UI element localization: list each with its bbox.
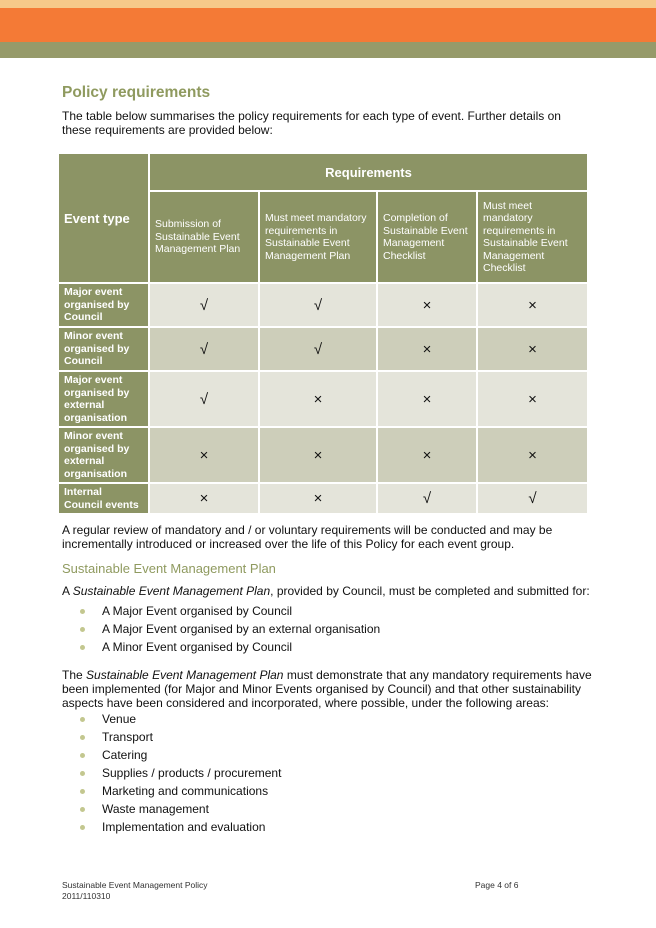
footer-doc-title: Sustainable Event Management Policy bbox=[62, 880, 208, 890]
requirements-table bbox=[57, 152, 589, 515]
bullet-dot-icon bbox=[80, 771, 85, 776]
row-label: Minor event organised by Council bbox=[58, 327, 149, 371]
footer-page-number: Page 4 of 6 bbox=[475, 880, 519, 890]
bullet-dot-icon bbox=[80, 789, 85, 794]
plan-bullet-list bbox=[62, 602, 592, 656]
bullet-text: Marketing and communications bbox=[102, 784, 269, 798]
plan-paragraph bbox=[62, 584, 592, 598]
bullet-item bbox=[80, 818, 592, 836]
bullet-dot-icon bbox=[80, 807, 85, 812]
bullet-text: Venue bbox=[102, 712, 137, 726]
cross-mark: × bbox=[377, 283, 477, 327]
requirements-table-body bbox=[58, 283, 588, 514]
row-label: Major event organised by Council bbox=[58, 283, 149, 327]
bullet-dot-icon bbox=[80, 627, 85, 632]
bullet-dot-icon bbox=[80, 609, 85, 614]
page-heading: Policy requirements bbox=[62, 84, 211, 101]
cross-mark: × bbox=[477, 427, 588, 483]
bullet-text: Supplies / products / procurement bbox=[102, 766, 282, 780]
demo-paragraph-pre: The bbox=[62, 668, 87, 682]
row-label: Major event organised by external organisation bbox=[58, 371, 149, 427]
area-bullet-list bbox=[62, 710, 592, 836]
bullet-dot-icon bbox=[80, 825, 85, 830]
bullet-item bbox=[80, 638, 592, 656]
bullet-item bbox=[80, 746, 592, 764]
page-footer bbox=[62, 880, 522, 902]
header-band-top bbox=[0, 0, 656, 8]
table-row bbox=[58, 371, 588, 427]
bullet-item bbox=[80, 782, 592, 800]
column-header: Completion of Sustainable Event Management Checklist bbox=[377, 191, 477, 283]
cross-mark: × bbox=[477, 283, 588, 327]
cross-mark: × bbox=[377, 327, 477, 371]
bullet-item bbox=[80, 764, 592, 782]
bullet-text: A Major Event organised by an external organisation bbox=[102, 622, 381, 636]
check-mark: √ bbox=[477, 483, 588, 514]
bullet-item bbox=[80, 710, 592, 728]
bullet-dot-icon bbox=[80, 735, 85, 740]
bullet-item bbox=[80, 602, 592, 620]
header-band-olive bbox=[0, 42, 656, 58]
row-label: Internal Council events bbox=[58, 483, 149, 514]
bullet-dot-icon bbox=[80, 645, 85, 650]
review-paragraph: A regular review of mandatory and / or voluntary requirements will be conducted and may be incrementally introduced or increased over the life of this Policy for each event group. bbox=[62, 523, 553, 551]
table-row bbox=[58, 283, 588, 327]
cross-mark: × bbox=[477, 371, 588, 427]
plan-paragraph-italic: Sustainable Event Management Plan bbox=[72, 584, 271, 598]
cross-mark: × bbox=[259, 483, 377, 514]
column-header: Must meet mandatory requirements in Sustainable Event Management Plan bbox=[259, 191, 377, 283]
cross-mark: × bbox=[377, 427, 477, 483]
plan-paragraph-pre: A bbox=[62, 584, 73, 598]
details-section bbox=[62, 523, 592, 836]
bullet-dot-icon bbox=[80, 753, 85, 758]
demo-paragraph-post: must demonstrate that any mandatory requirements have been implemented (for Major and Minor Events organised by Council) and that other sustainability aspects have been considered and incorporated, where possible, under the following areas: bbox=[62, 668, 592, 710]
check-mark: √ bbox=[377, 483, 477, 514]
column-header: Must meet mandatory requirements in Sustainable Event Management Checklist bbox=[477, 191, 588, 283]
bullet-item bbox=[80, 728, 592, 746]
intro-paragraph: The table below summarises the policy requirements for each type of event. Further details on these requirements are provided below: bbox=[62, 109, 561, 137]
bullet-text: Waste management bbox=[102, 802, 209, 816]
plan-heading: Sustainable Event Management Plan bbox=[62, 561, 276, 576]
row-label: Minor event organised by external organisation bbox=[58, 427, 149, 483]
table-row bbox=[58, 327, 588, 371]
table-row bbox=[58, 483, 588, 514]
cross-mark: × bbox=[377, 371, 477, 427]
bullet-item bbox=[80, 800, 592, 818]
table-row bbox=[58, 427, 588, 483]
bullet-text: Catering bbox=[102, 748, 148, 762]
column-header: Submission of Sustainable Event Management Plan bbox=[149, 191, 259, 283]
check-mark: √ bbox=[149, 283, 259, 327]
requirements-header: Requirements bbox=[149, 153, 588, 191]
check-mark: √ bbox=[259, 327, 377, 371]
bullet-text: Implementation and evaluation bbox=[102, 820, 266, 834]
check-mark: √ bbox=[149, 371, 259, 427]
footer-doc-ref: 2011/110310 bbox=[62, 891, 111, 901]
event-type-header: Event type bbox=[58, 153, 149, 283]
bullet-item bbox=[80, 620, 592, 638]
cross-mark: × bbox=[259, 427, 377, 483]
cross-mark: × bbox=[477, 327, 588, 371]
bullet-text: Transport bbox=[102, 730, 153, 744]
intro-section bbox=[62, 84, 592, 137]
check-mark: √ bbox=[259, 283, 377, 327]
header-band-orange bbox=[0, 8, 656, 42]
cross-mark: × bbox=[149, 427, 259, 483]
demonstrate-paragraph bbox=[62, 668, 592, 710]
cross-mark: × bbox=[259, 371, 377, 427]
bullet-text: A Minor Event organised by Council bbox=[102, 640, 293, 654]
check-mark: √ bbox=[149, 327, 259, 371]
demo-paragraph-italic: Sustainable Event Management Plan bbox=[86, 668, 284, 682]
plan-paragraph-post: , provided by Council, must be completed and submitted for: bbox=[270, 584, 590, 598]
cross-mark: × bbox=[149, 483, 259, 514]
bullet-text: A Major Event organised by Council bbox=[102, 604, 293, 618]
bullet-dot-icon bbox=[80, 717, 85, 722]
